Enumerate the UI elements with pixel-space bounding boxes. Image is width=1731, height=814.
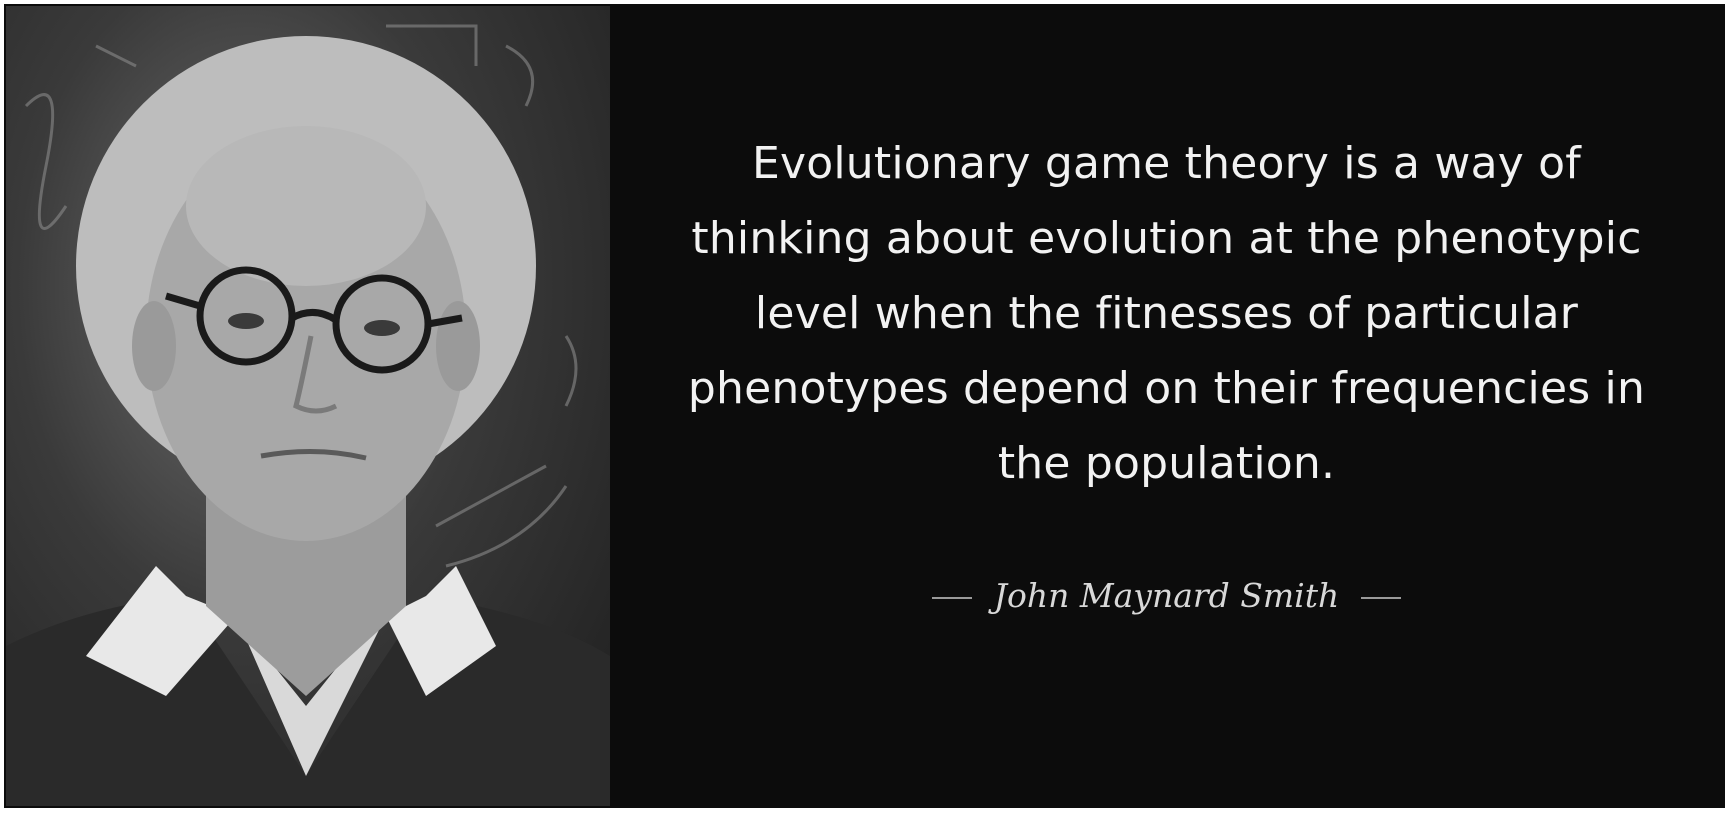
author-portrait <box>6 6 610 806</box>
author-name: John Maynard Smith <box>993 576 1340 615</box>
quote-text: Evolutionary game theory is a way of thinking about evolution at the phenotypic level when the fitnesses of particular phenotypes depend on their frequencies in the population. <box>687 138 1646 489</box>
right-dash <box>1361 597 1401 599</box>
quote-card <box>4 4 1725 808</box>
quote-attribution <box>610 576 1723 616</box>
quote-panel <box>610 6 1723 806</box>
left-dash <box>932 597 972 599</box>
